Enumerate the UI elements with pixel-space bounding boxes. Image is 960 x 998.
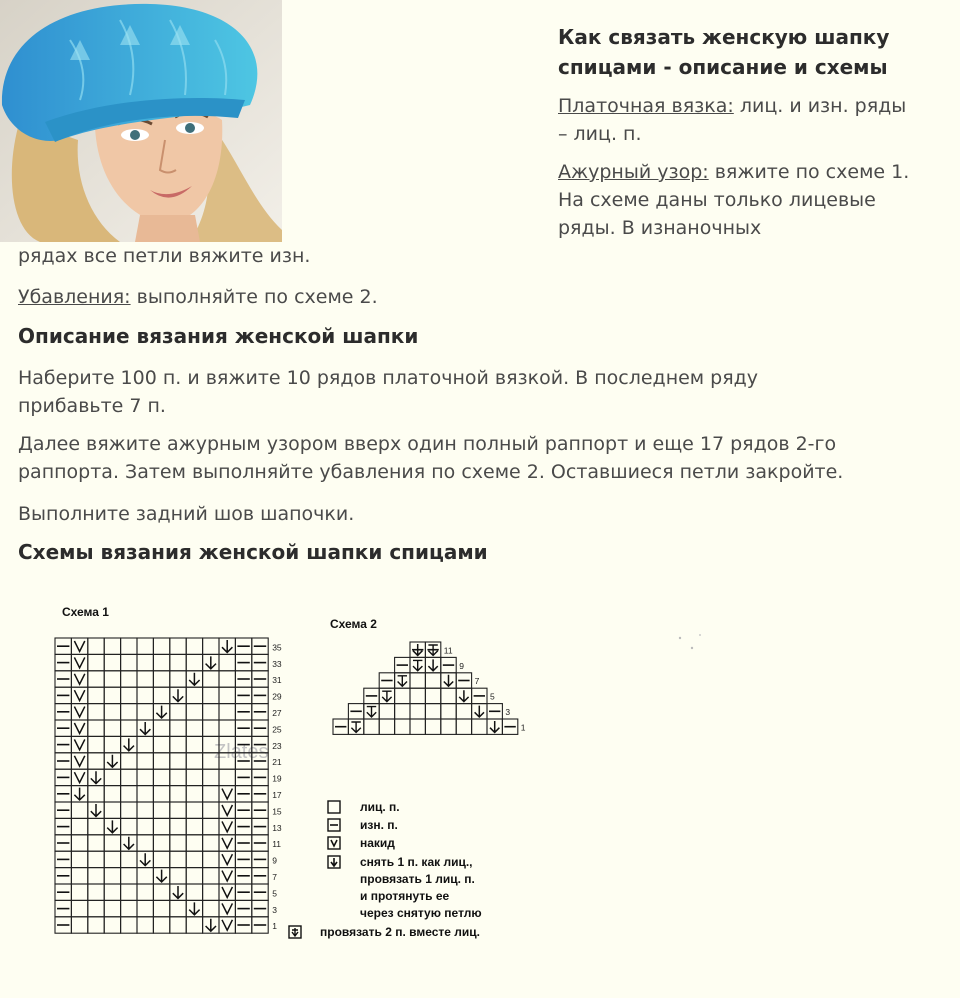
article-title: Как связать женскую шапку спицами - описание и схемы: [558, 25, 890, 79]
stitch-term-decrease: Убавления:: [18, 286, 131, 308]
watermark: Zlates: [214, 741, 269, 763]
scheme1-label: Схема 1: [62, 605, 109, 619]
description-paragraph-3: Выполните задний шов шапочки.: [18, 503, 355, 525]
svg-text:25: 25: [272, 724, 282, 735]
svg-text:35: 35: [272, 642, 282, 653]
stitch-desc-decrease: выполняйте по схеме 2.: [130, 286, 378, 308]
legend-k2tog-icon: [289, 926, 301, 938]
scheme1-grid: [55, 638, 268, 933]
svg-text:17: 17: [272, 790, 282, 800]
schemes-heading: Схемы вязания женской шапки спицами: [18, 540, 488, 564]
stitch-decrease: [18, 283, 918, 311]
legend-knit-text: лиц. п.: [360, 800, 400, 814]
diagrams-svg: [0, 590, 960, 990]
svg-text:15: 15: [272, 806, 282, 817]
svg-text:29: 29: [272, 691, 282, 702]
legend-knit-icon: [328, 801, 340, 813]
stitch-desc-lace: вяжите по схеме 1. На схеме даны только лицевые ряды. В изнаночных: [558, 161, 910, 239]
svg-text:23: 23: [272, 740, 282, 751]
stitch-lace-continued: рядах все петли вяжите изн.: [18, 245, 311, 267]
description-paragraph-1: Наберите 100 п. и вяжите 10 рядов платочной вязкой. В последнем ряду прибавьте 7 п.: [18, 367, 759, 417]
svg-text:33: 33: [272, 658, 282, 669]
knitting-diagrams: [0, 590, 960, 990]
legend-k2tog-text: провязать 2 п. вместе лиц.: [320, 925, 481, 939]
svg-text:11: 11: [272, 839, 282, 850]
scheme2-grid: [333, 642, 518, 734]
svg-text:7: 7: [272, 872, 277, 882]
stitch-lace: [558, 158, 928, 242]
stitch-term-lace: Ажурный узор:: [558, 161, 709, 183]
svg-text:1: 1: [272, 921, 277, 932]
svg-text:21: 21: [272, 757, 282, 768]
stitch-desc-stockinette: лиц. и изн. ряды – лиц. п.: [558, 95, 907, 145]
hat-photo: [0, 0, 282, 242]
legend-yarn-over-icon: [328, 837, 340, 849]
legend: [289, 800, 482, 939]
svg-text:9: 9: [272, 855, 277, 866]
description-heading: Описание вязания женской шапки: [18, 324, 419, 348]
svg-text:7: 7: [474, 676, 480, 687]
svg-text:11: 11: [443, 645, 453, 656]
svg-text:5: 5: [272, 888, 277, 899]
svg-text:3: 3: [505, 707, 511, 717]
svg-text:31: 31: [272, 675, 282, 686]
scheme2-label: Схема 2: [330, 617, 377, 631]
description-paragraph-2: Далее вяжите ажурным узором вверх один полный раппорт и еще 17 рядов 2-го раппорта. Затем выполняйте убавления по схеме 2. Оставшиеся петли закройте.: [18, 433, 844, 483]
svg-text:1: 1: [520, 722, 526, 733]
legend-skp-text: снять 1 п. как лиц., провязать 1 лиц. п. и протянуть ее через снятую петлю: [360, 855, 482, 920]
stitch-stockinette: [558, 92, 918, 148]
legend-purl-text: изн. п.: [360, 818, 398, 832]
stitch-term-stockinette: Платочная вязка:: [558, 95, 734, 117]
svg-text:9: 9: [459, 660, 464, 671]
svg-text:5: 5: [490, 691, 495, 702]
hat-photo-illustration: [0, 0, 282, 242]
scheme1-row-numbers: [272, 642, 282, 931]
svg-text:19: 19: [272, 773, 282, 784]
legend-purl-icon: [328, 819, 340, 831]
legend-skp-icon: [328, 856, 340, 868]
legend-yarn-over-text: накид: [360, 836, 395, 850]
svg-text:27: 27: [272, 708, 282, 718]
svg-text:3: 3: [272, 904, 277, 915]
svg-text:13: 13: [272, 822, 282, 833]
